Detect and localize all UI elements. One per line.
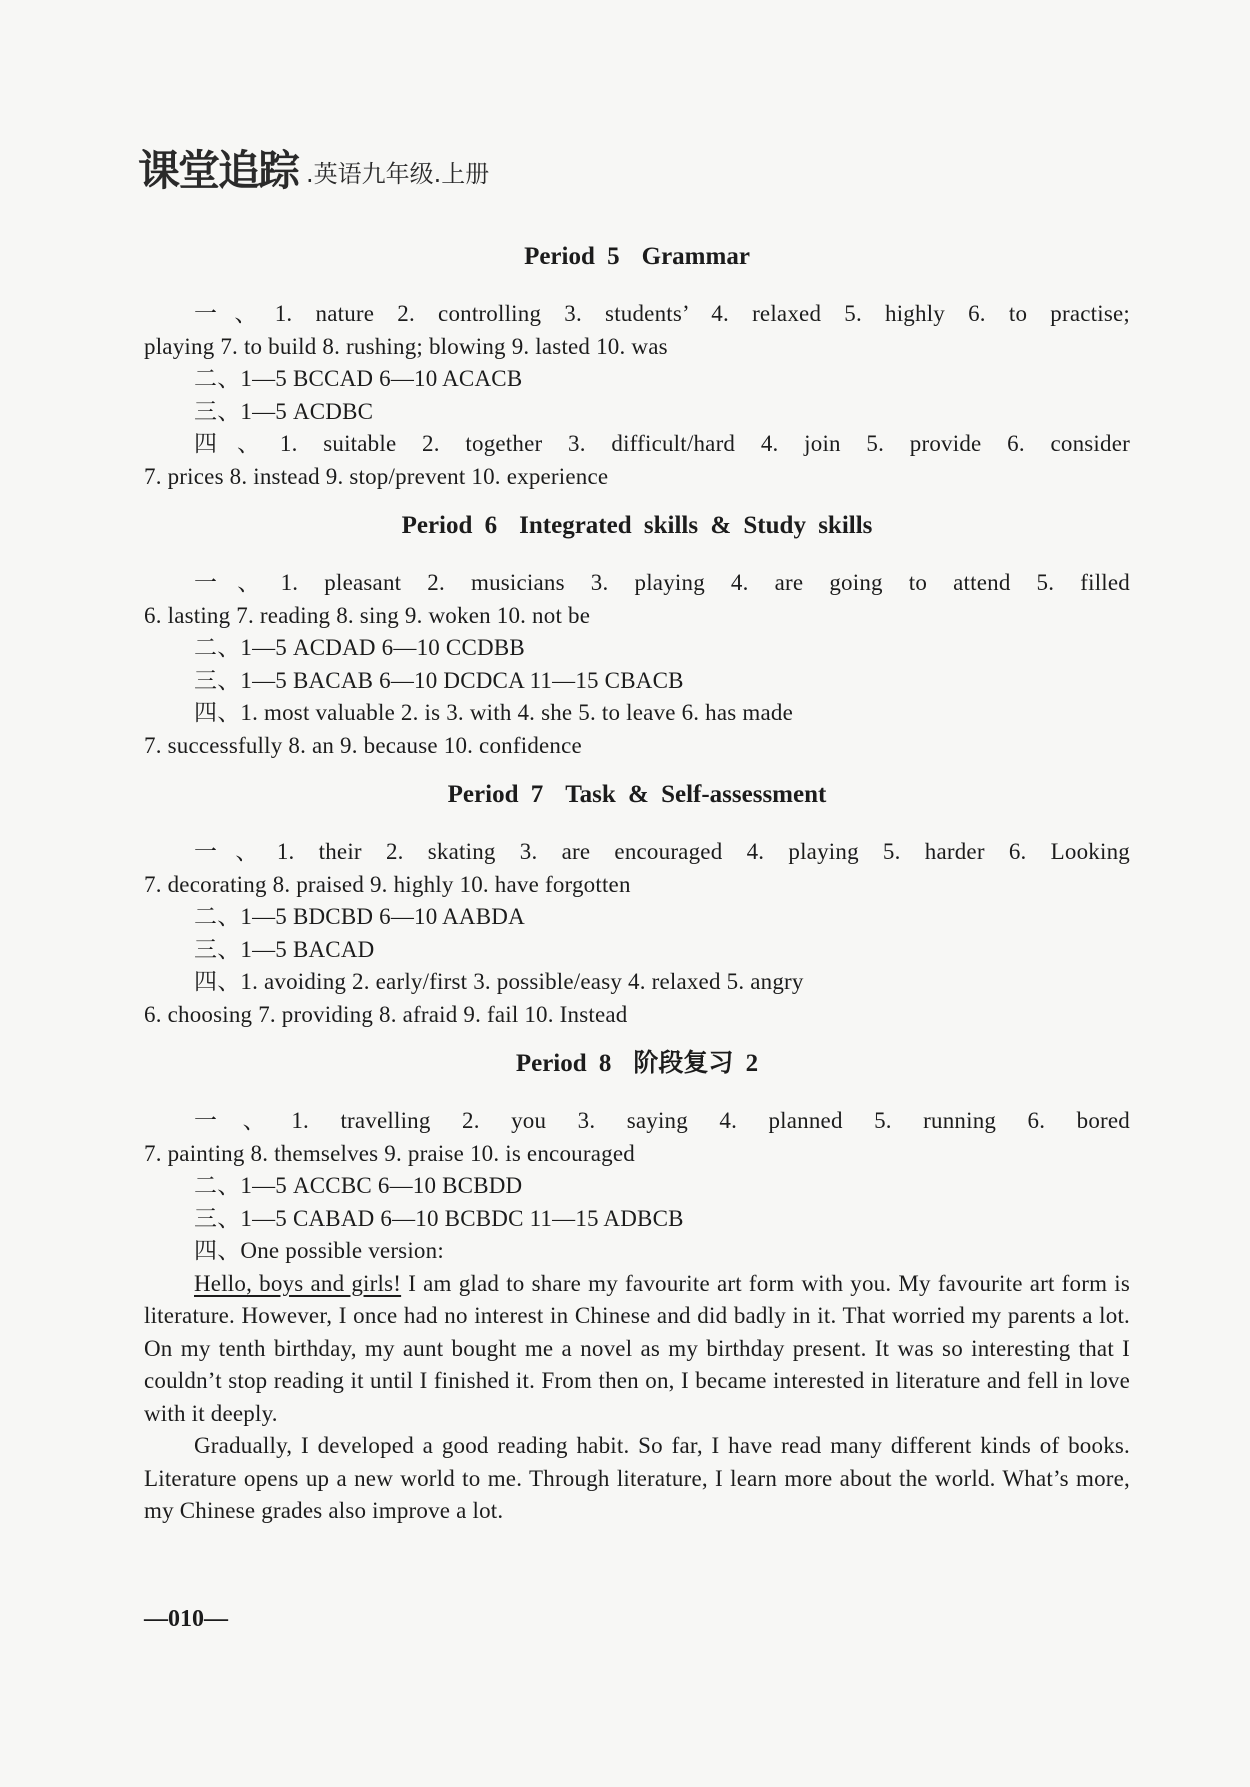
answer-line: 三、1—5 CABAD 6—10 BCBDC 11—15 ADBCB	[194, 1205, 684, 1231]
answer-line: 四、One possible version:	[194, 1238, 444, 1263]
answer-line: 一、1. travelling 2. you 3. saying 4. planned 5. running 6. bored	[194, 1108, 1130, 1133]
page-number: —010—	[144, 1606, 228, 1632]
answer-line: 7. decorating 8. praised 9. highly 10. have forgotten	[144, 871, 631, 897]
answer-line: 一、1. pleasant 2. musicians 3. playing 4. are going to attend 5. filled	[194, 570, 1130, 595]
essay-greeting: Hello, boys and girls!	[194, 1270, 402, 1296]
section-title	[144, 1047, 1130, 1081]
period-topic: Grammar	[641, 243, 750, 270]
period-number: Period 7	[447, 781, 544, 808]
answer-line: 一、1. their 2. skating 3. are encouraged 4. playing 5. harder 6. Looking	[194, 839, 1130, 864]
answer-line: 二、1—5 ACCBC 6—10 BCBDD	[194, 1173, 523, 1198]
period-topic: Integrated skills & Study skills	[519, 512, 873, 539]
period-topic: Task & Self-assessment	[565, 781, 827, 808]
period-number: Period 5	[524, 243, 620, 270]
book-header	[138, 146, 490, 195]
period-topic: 阶段复习 2	[633, 1050, 759, 1077]
answer-line: 6. choosing 7. providing 8. afraid 9. fail 10. Instead	[144, 1001, 628, 1027]
answer-line: 三、1—5 BACAB 6—10 DCDCA 11—15 CBACB	[194, 667, 684, 693]
answer-line: 6. lasting 7. reading 8. sing 9. woken 10. not be	[144, 602, 591, 628]
period-6-section	[144, 509, 1130, 762]
period-5-section	[144, 240, 1130, 493]
answer-line: 7. successfully 8. an 9. because 10. confidence	[144, 732, 582, 758]
period-number: Period 8	[515, 1050, 612, 1077]
answer-content	[144, 240, 1130, 1544]
answer-line: 三、1—5 ACDBC	[194, 398, 374, 424]
series-logo: 课堂追踪	[138, 146, 299, 195]
answer-line: 四、1. suitable 2. together 3. difficult/hard 4. join 5. provide 6. consider	[194, 431, 1130, 456]
sample-essay-paragraph-1	[144, 1268, 1130, 1431]
section-title	[144, 509, 1130, 543]
answer-line: 二、1—5 ACDAD 6—10 CCDBB	[194, 635, 525, 660]
answer-line: 7. prices 8. instead 9. stop/prevent 10. experience	[144, 463, 609, 489]
answer-line: 四、1. avoiding 2. early/first 3. possible/easy 4. relaxed 5. angry	[194, 969, 804, 994]
book-subtitle: .英语九年级.上册	[306, 160, 490, 188]
answer-line: 二、1—5 BCCAD 6—10 ACACB	[194, 366, 523, 391]
answer-line: 一、1. nature 2. controlling 3. students’ 4. relaxed 5. highly 6. to practise;	[194, 301, 1130, 326]
essay-paragraph-1-text: I am glad to share my favourite art form with you. My favourite art form is literature. However, I once had no interest in Chinese and did badly in it. That worried my parents a lot. On my tenth birthday, my aunt bought me a novel as my birthday present. It was so interesting that I couldn’t stop reading it until I finished it. From then on, I became interested in literature and fell in love with it deeply.	[144, 1270, 1130, 1426]
period-7-section	[144, 778, 1130, 1031]
answer-line: 四、1. most valuable 2. is 3. with 4. she 5. to leave 6. has made	[194, 700, 793, 725]
period-8-section	[144, 1047, 1130, 1528]
section-title	[144, 240, 1130, 274]
answer-line: 二、1—5 BDCBD 6—10 AABDA	[194, 904, 525, 929]
sample-essay-paragraph-2: Gradually, I developed a good reading habit. So far, I have read many different kinds of books. Literature opens up a new world to me. Through literature, I learn more about the world. What’s more, my Chinese grades also improve a lot.	[144, 1433, 1130, 1523]
answer-line: 三、1—5 BACAD	[194, 936, 375, 962]
period-number: Period 6	[401, 512, 498, 539]
answer-line: 7. painting 8. themselves 9. praise 10. is encouraged	[144, 1140, 635, 1166]
answer-line: playing 7. to build 8. rushing; blowing 9. lasted 10. was	[144, 333, 668, 359]
section-title	[144, 778, 1130, 812]
